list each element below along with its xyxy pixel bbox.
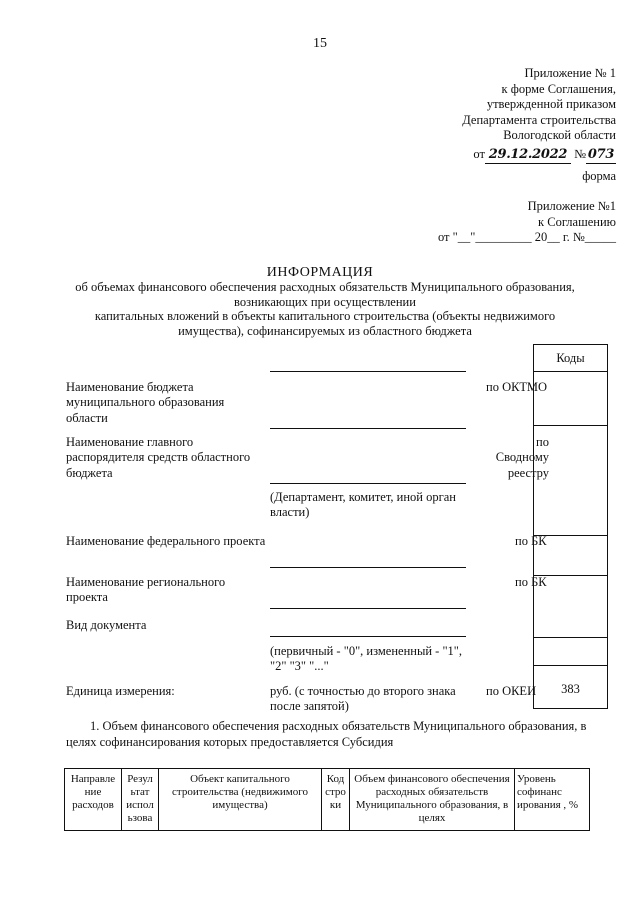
manager-label: Наименование главного распорядителя средств областного бюджета (66, 435, 251, 480)
col-volume: Объем финансового обеспечения расходных обязательств Муниципального образования, в целях (350, 769, 515, 831)
budget-label: Наименование бюджета муниципального образования области (66, 380, 225, 425)
date-prefix: от (473, 146, 485, 161)
oktmo-label: по ОКТМО (486, 380, 548, 394)
col-object: Объект капитального строительства (недвижимого имущества) (159, 769, 322, 831)
agreement-appendix (438, 199, 616, 246)
agreement-line: Приложение №1 (527, 199, 616, 213)
appendix-line: Приложение № 1 (524, 66, 616, 80)
budget-value-line[interactable] (270, 428, 466, 429)
unit-label: Единица измерения: (66, 684, 175, 698)
manager-value-line[interactable] (270, 483, 466, 484)
document-title: ИНФОРМАЦИЯ (266, 265, 374, 280)
unit-value: руб. (с точностью до второго знака после запятой) (270, 684, 456, 714)
federal-value-line[interactable] (270, 567, 466, 568)
okei-label: по ОКЕИ (486, 684, 537, 698)
appendix-line: к форме Соглашения, (501, 81, 616, 96)
subtitle-line: имущества), софинансируемых из областного бюджета (178, 323, 472, 338)
agreement-date-line: от "__"_________ 20__ г. №_____ (437, 230, 616, 245)
budget-top-line (270, 371, 466, 372)
doc-type-note: (первичный - "0", измененный - "1", "2" "3" "..." (270, 644, 463, 674)
appendix-line: Департамента строительства (462, 112, 616, 127)
code-cell-doc-type[interactable] (534, 637, 607, 665)
federal-project-label: Наименование федерального проекта (66, 534, 266, 548)
manager-note: (Департамент, комитет, иной орган власти) (270, 490, 456, 520)
agreement-line: к Соглашению (538, 214, 616, 229)
col-result: Резул ьтат испол ьзова (122, 769, 159, 831)
doc-type-label: Вид документа (66, 618, 147, 632)
form-label: форма (582, 169, 616, 183)
appendix-line: Вологодской области (503, 128, 616, 143)
subtitle-line: об объемах финансового обеспечения расходных обязательств Муниципального образования, (75, 280, 575, 294)
bk-label-regional: по БК (515, 575, 547, 589)
regional-value-line[interactable] (270, 608, 466, 609)
table-header-row (65, 769, 590, 831)
code-cell-okei: 383 (534, 665, 607, 708)
document-subtitle (40, 280, 610, 338)
financing-table (64, 768, 590, 831)
handwritten-date: 29.12.2022 (485, 147, 571, 164)
subtitle-line: возникающих при осуществлении (234, 294, 416, 309)
col-row-code: Код стро ки (322, 769, 350, 831)
order-date-line (462, 147, 616, 164)
codes-header: Коды (556, 351, 585, 365)
appendix-line: утвержденной приказом (486, 97, 616, 112)
handwritten-number: 073 (587, 146, 615, 162)
regional-project-label: Наименование регионального проекта (66, 575, 226, 605)
subtitle-line: капитальных вложений в объекты капитального строительства (объекты недвижимого (94, 309, 556, 323)
codes-column (533, 344, 608, 709)
page-number: 15 (313, 36, 327, 51)
appendix-header (462, 66, 616, 164)
col-cofinancing: Уровень софинанс ирования , % (515, 769, 590, 831)
bk-label-federal: по БК (515, 534, 547, 548)
section-1-text: 1. Объем финансового обеспечения расходных обязательств Муниципального образования, в целях софинансирования которых предоставляется Субсидия (66, 719, 587, 749)
registry-label: по Сводному реестру (495, 435, 549, 480)
col-direction: Направле ние расходов (65, 769, 122, 831)
number-prefix: № (574, 146, 586, 161)
doc-type-value-line[interactable] (270, 636, 466, 637)
